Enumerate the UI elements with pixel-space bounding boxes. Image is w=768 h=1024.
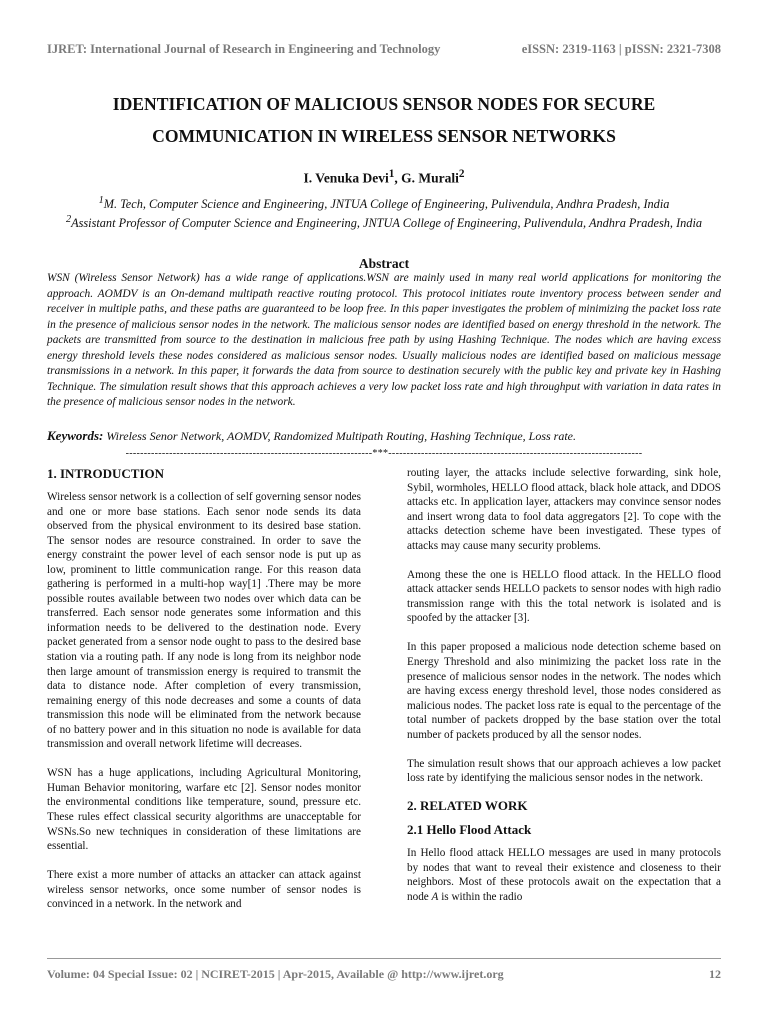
affiliation-1	[40, 193, 728, 212]
affiliation-2	[40, 212, 728, 231]
affiliation-1-sup: 1	[98, 195, 104, 206]
journal-name: IJRET: International Journal of Research in Engineering and Technology	[47, 42, 441, 56]
keywords-label: Keywords:	[47, 428, 104, 443]
hello-flood-text-a: In Hello flood attack HELLO messages are used in many protocols by nodes that want to reveal their existence and closeness to their neighbors. Most of these protocols await on the expectation that a node	[407, 847, 721, 904]
intro-paragraph-3: There exist a more number of attacks an attacker can attack against wireless sensor networks, once some number of sensor nodes is convinced in a network. In the network and	[47, 869, 361, 911]
author-1-sup: 1	[388, 168, 395, 180]
running-header	[47, 42, 721, 57]
right-column	[407, 466, 721, 919]
intro-paragraph-2: WSN has a huge applications, including Agricultural Monitoring, Human Behavior monitoring, warfare etc [2]. Sensor nodes monitor the environmental conditions like temperature, sound, pressure etc. These rules effect classical security algorithms are unacceptable for WSNs.So new techniques in consideration of these limitations are essential.	[47, 767, 361, 853]
intro-heading: 1. INTRODUCTION	[47, 466, 165, 481]
intro-paragraph-1: Wireless sensor network is a collection of self governing sensor nodes and one or more base stations. Each senor node sends its data observed from the physical environment to its desired base station. The sensor nodes are resource constrained. In order to save the energy constraint the power level of each sensor node is put up as low, prominent to little communication range. For this reason data gathering is performed in a multi-hop way[1] .There may be more possible routes available between two nodes over which data can be transferred. Each sensor node generates some information and this information needs to be delivered to the destination node. Every packet generated from a sensor node ought to pass to the desired base station via a routing path. If any node is long from its neighbor node then large amount of transmission energy is required to transmit the data to distance node. After completion of every transmission, remaining energy of this node decreases and some a counts of data transmission this node will be eliminated from the network because of no battery power and in this situation no node is available for data transmission and overall network lifetime will decreases.	[47, 491, 361, 751]
affiliation-2-text: Assistant Professor of Computer Science and Engineering, JNTUA College of Engineering, Pulivendula, Andhra Pradesh, India	[71, 216, 703, 231]
footer-citation: Volume: 04 Special Issue: 02 | NCIRET-2015 | Apr-2015, Available @ http://www.ijret.org	[47, 967, 504, 981]
hello-flood-heading: 2.1 Hello Flood Attack	[407, 822, 532, 838]
keywords-text: Wireless Senor Network, AOMDV, Randomized Multipath Routing, Hashing Technique, Loss rate.	[106, 429, 577, 443]
author-separator: ,	[394, 170, 402, 186]
affiliation-1-text: M. Tech, Computer Science and Engineering, JNTUA College of Engineering, Pulivendula, Andhra Pradesh, India	[103, 197, 670, 212]
hello-flood-paragraph	[407, 846, 721, 904]
node-variable: A	[431, 891, 439, 904]
intro-paragraph-4: routing layer, the attacks include selective forwarding, sink hole, Sybil, wormholes, HELLO flood attack, black hole attack, and DDOS attacks etc. In application layer, attackers may convince sensor nodes and insert wrong data to fool data aggregators [2]. To cope with the attacks detection scheme have been investigated. These types of attacks may cause many security problems.	[407, 467, 721, 552]
issn: eISSN: 2319-1163 | pISSN: 2321-7308	[521, 42, 721, 56]
title-line-2: COMMUNICATION IN WIRELESS SENSOR NETWORKS	[152, 126, 616, 146]
page-number: 12	[709, 967, 721, 981]
abstract-heading: Abstract	[358, 256, 410, 271]
left-column	[47, 466, 361, 926]
affiliations	[40, 193, 728, 231]
keywords	[47, 428, 721, 444]
hello-flood-text-b: is within the radio	[438, 891, 523, 904]
intro-paragraph-5: Among these the one is HELLO flood attack. In the HELLO flood attack attacker sends HELLO packets to sensor nodes with high radio transmission range with this the total network is isolated and is spoofed by the attacker [3].	[407, 568, 721, 625]
title-line-1: IDENTIFICATION OF MALICIOUS SENSOR NODES FOR SECURE	[112, 94, 656, 114]
section-separator: --------------------------------------------------------------------***----------------------------------------------------------------------	[125, 449, 643, 459]
abstract-text: WSN (Wireless Sensor Network) has a wide range of applications.WSN are mainly used in many real world applications for monitoring the approach. AOMDV is an On-demand multipath reactive routing protocol. This protocol initiates route inventory process between sender and receiver in multiple paths, and these paths are guaranteed to be loop free. In this paper investigates the problem of minimizing the packet loss rate in the presence of malicious sensor nodes in the network. The malicious sensor nodes are identified based on energy threshold in the network. The packets are transmitted from source to the destination in malicious free path by using Hashing Technique. The nodes which are having excess energy threshold levels these nodes considered as malicious sensor nodes. Usually malicious nodes are identified based on malicious message transmissions in a network. In this paper, it forwards the data from source to destination securely with the public key and private key in Hashing Technique. The simulation result shows that this approach achieves a very low packet loss rate and high throughput with variation in data rates in the presence of malicious sensor nodes in the network.	[47, 272, 721, 408]
paper-title	[20, 88, 748, 152]
author-2: G. Murali	[401, 170, 459, 186]
footer-rule	[47, 958, 721, 959]
authors	[0, 168, 768, 187]
intro-paragraph-6: In this paper proposed a malicious node detection scheme based on Energy Threshold and also minimizing the packet loss rate in the presence of malicious sensor nodes in the network. The nodes which are having excess energy threshold level, those nodes considered as malicious nodes. The packet loss rate is equal to the percentage of the total number of packets dropped by the base station over the total number of packets produced by all the sensor nodes.	[407, 641, 721, 741]
author-1: I. Venuka Devi	[303, 170, 389, 186]
affiliation-2-sup: 2	[65, 214, 72, 226]
related-work-heading: 2. RELATED WORK	[407, 798, 528, 814]
author-2-sup: 2	[458, 168, 465, 180]
intro-paragraph-7: The simulation result shows that our approach achieves a low packet loss rate by identifying the malicious sensor nodes in the network.	[407, 757, 721, 785]
footer	[47, 967, 721, 982]
